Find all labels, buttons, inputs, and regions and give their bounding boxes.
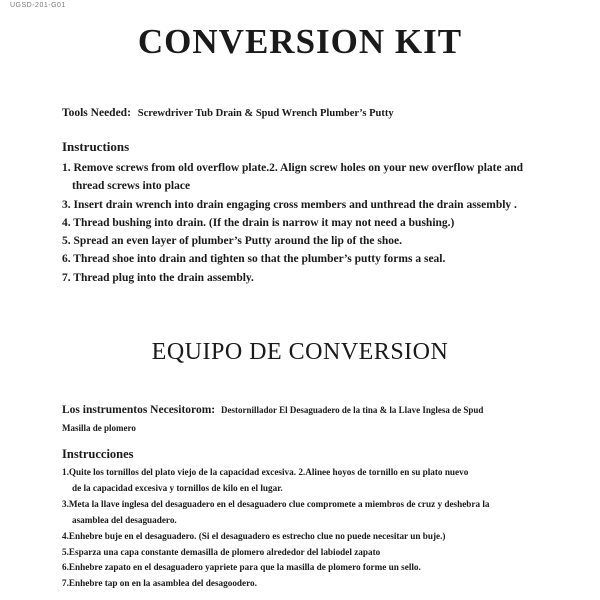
tools-needed-spanish-value: Destornillador El Desaguadero de la tina & la Llave Inglesa de Spud xyxy=(220,405,484,415)
instruction-line: 5. Spread an even layer of plumber’s Putty around the lip of the shoe. xyxy=(62,235,403,248)
tools-needed-value: Screwdriver Tub Drain & Spud Wrench Plumber’s Putty xyxy=(137,108,394,119)
instruction-line-spanish: 4.Enhebre buje en el desaguadero. (Si el desaguadero es estrecho clue no puede necesitar un buje.) xyxy=(62,530,446,541)
instructions-heading-spanish: Instrucciones xyxy=(62,447,134,461)
tools-needed-label: Tools Needed: xyxy=(62,107,131,119)
product-code: UGSD-201-G01 xyxy=(10,2,66,9)
instruction-line: 7. Thread plug into the drain assembly. xyxy=(62,271,254,284)
instructions-heading: Instructions xyxy=(62,139,130,154)
tools-needed xyxy=(62,107,394,119)
instruction-line: 4. Thread bushing into drain. (If the drain is narrow it may not need a bushing.) xyxy=(62,216,455,229)
instruction-line: 6. Thread shoe into drain and tighten so that the plumber’s putty forms a seal. xyxy=(62,253,446,266)
instruction-line: 3. Insert drain wrench into drain engaging cross members and unthread the drain assembly . xyxy=(62,198,517,211)
instruction-line: thread screws into place xyxy=(72,180,191,193)
instruction-line: 1. Remove screws from old overflow plate.2. Align screw holes on your new overflow plate and xyxy=(62,162,524,174)
instruction-line-spanish: 5.Esparza una capa constante demasilla de plomero alrededor del labiodel zapato xyxy=(62,546,381,557)
spanish-title: EQUIPO DE CONVERSION xyxy=(151,339,449,365)
tools-needed-spanish-value-2: Masilla de plomero xyxy=(62,423,136,433)
tools-needed-spanish xyxy=(62,401,582,437)
instruction-line-spanish: 3.Meta la llave inglesa del desaguadero en el desaguadero clue compromete a miembros de cruz y deshebra la xyxy=(62,498,490,509)
instruction-line-spanish: asamblea del desaguadero. xyxy=(72,514,177,525)
tools-needed-spanish-label: Los instrumentos Necesitorom: xyxy=(62,404,216,416)
instruction-line-spanish: 7.Enhebre tap on en la asamblea del desagoodero. xyxy=(62,578,257,589)
instruction-line-spanish: de la capacidad excesiva y tornillos de kilo en el lugar. xyxy=(72,482,283,493)
english-instructions-list xyxy=(62,159,523,287)
english-title: CONVERSION KIT xyxy=(137,22,463,61)
instruction-line-spanish: 6.Enhebre zapato en el desaguadero yapriete para que la masilla de plomero forme un sello. xyxy=(62,562,421,573)
instruction-line-spanish: 1.Quite los tornillos del plato viejo de la capacidad excesiva. 2.Alinee hoyos de tornillo en su plato nuevo xyxy=(62,467,469,477)
spanish-instructions-list xyxy=(62,465,592,592)
